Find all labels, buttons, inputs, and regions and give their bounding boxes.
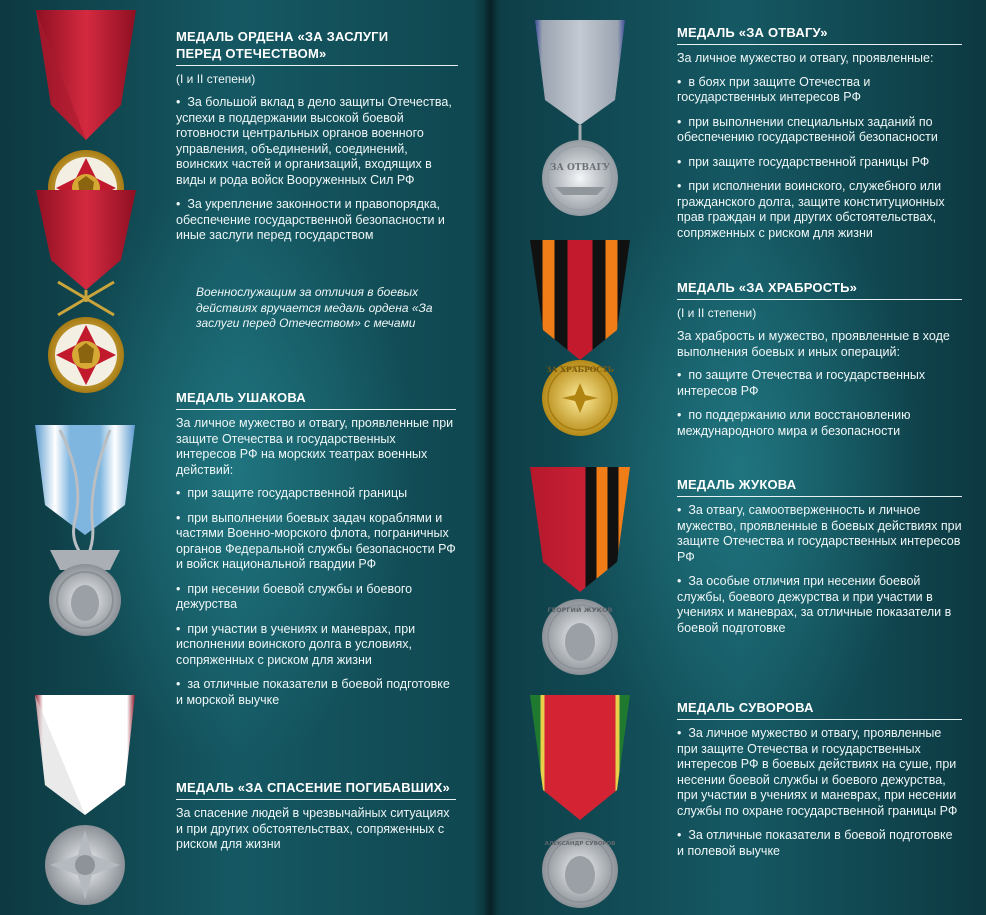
- list-item: • За личное мужество и отвагу, проявленные при защите Отечества и государственных интересов РФ в боевых действиях на суше, при несении боевой службы и боевого дежурства, при участии в учениях и маневрах, при несении службы по охране государственной границы РФ: [677, 726, 962, 819]
- ushakov-title: МЕДАЛЬ УШАКОВА: [176, 389, 456, 410]
- bravery-list: [677, 368, 962, 439]
- bravery-title: МЕДАЛЬ «ЗА ХРАБРОСТЬ»: [677, 279, 962, 300]
- zhukov-section: [677, 476, 962, 645]
- zhukov-medal-image: [525, 462, 635, 682]
- list-item: • За отвагу, самоотверженность и личное мужество, проявленные в боевых действиях при защите Отечества и государственных интересов РФ: [677, 503, 962, 565]
- suvorov-section: [677, 699, 962, 868]
- bravery-subtitle: (I и II степени): [677, 306, 757, 320]
- courage-list: [677, 75, 962, 242]
- list-item: • при защите государственной границы РФ: [677, 155, 962, 171]
- ushakov-section: [176, 389, 456, 717]
- ushakov-list: [176, 486, 456, 708]
- rescue-medal-image: [30, 690, 140, 910]
- merit-order-swords-note: Военнослужащим за отличия в боевых действиях вручается медаль ордена «За заслуги перед Отечеством» с мечами: [196, 285, 433, 330]
- rescue-title: МЕДАЛЬ «ЗА СПАСЕНИЕ ПОГИБАВШИХ»: [176, 779, 456, 800]
- list-item: • по защите Отечества и государственных интересов РФ: [677, 368, 962, 399]
- merit-order-list: [176, 95, 458, 244]
- list-item: • при защите государственной границы: [176, 486, 456, 502]
- suvorov-list: [677, 726, 962, 859]
- page-fold: [484, 0, 498, 915]
- list-item: • За отличные показатели в боевой подготовке и полевой выучке: [677, 828, 962, 859]
- list-item: • по поддержанию или восстановлению международного мира и безопасности: [677, 408, 962, 439]
- list-item: • в боях при защите Отечества и государственных интересов РФ: [677, 75, 962, 106]
- list-item: • при выполнении боевых задач кораблями и частями Военно-морского флота, пограничных органов Федеральной службы безопасности РФ и войск национальной гвардии РФ: [176, 511, 456, 573]
- courage-intro: За личное мужество и отвагу, проявленные:: [677, 51, 934, 65]
- list-item: • при выполнении специальных заданий по обеспечению государственной безопасности: [677, 115, 962, 146]
- list-item: • при несении боевой службы и боевого дежурства: [176, 582, 456, 613]
- merit-order-swords-medal-image: [26, 190, 146, 405]
- rescue-intro: За спасение людей в чрезвычайных ситуациях и при других обстоятельствах, сопряженных с риском для жизни: [176, 806, 450, 851]
- merit-order-subtitle: (I и II степени): [176, 72, 256, 86]
- courage-medal-inscription: ЗА ОТВАГУ: [550, 163, 610, 173]
- bravery-medal-image: [525, 235, 635, 440]
- courage-medal-image: [525, 15, 635, 220]
- bravery-intro: За храбрость и мужество, проявленные в ходе выполнения боевых и иных операций:: [677, 329, 950, 359]
- zhukov-medal-inscription: ГЕОРГИЙ ЖУКОВ: [547, 606, 613, 614]
- merit-order-title-line2: ПЕРЕД ОТЕЧЕСТВОМ»: [176, 46, 327, 61]
- suvorov-medal-inscription: АЛЕКСАНДР СУВОРОВ: [544, 841, 616, 847]
- suvorov-title: МЕДАЛЬ СУВОРОВА: [677, 699, 962, 720]
- list-item: • при исполнении воинского, служебного или гражданского долга, защите конституционных прав граждан и при других обстоятельствах, сопряженных с риском для жизни: [677, 179, 962, 241]
- list-item: • при участии в учениях и маневрах, при исполнении воинского долга в условиях, сопряженных с риском для жизни: [176, 622, 456, 669]
- merit-order-title-line1: МЕДАЛЬ ОРДЕНА «ЗА ЗАСЛУГИ: [176, 29, 389, 44]
- suvorov-medal-image: [525, 690, 635, 915]
- merit-order-title: [176, 28, 458, 66]
- zhukov-list: [677, 503, 962, 636]
- list-item: • За особые отличия при несении боевой службы, боевого дежурства и при участии в учениях и маневрах, за отличные показатели в боевой подготовке: [677, 574, 962, 636]
- courage-title: МЕДАЛЬ «ЗА ОТВАГУ»: [677, 24, 962, 45]
- zhukov-title: МЕДАЛЬ ЖУКОВА: [677, 476, 962, 497]
- list-item: • за отличные показатели в боевой подготовке и морской выучке: [176, 677, 456, 708]
- list-item: • За большой вклад в дело защиты Отечества, успехи в поддержании высокой боевой готовности центральных органов военного управления, объединений, соединений, воинских частей и организаций, входящих в виды и рода войск Вооруженных Сил РФ: [176, 95, 458, 188]
- bravery-section: [677, 279, 962, 448]
- ushakov-medal-image: [30, 420, 140, 645]
- bravery-medal-inscription: ЗА ХРАБРОСТЬ: [545, 365, 615, 374]
- list-item: • За укрепление законности и правопорядка, обеспечение государственной безопасности и иные заслуги перед государством: [176, 197, 458, 244]
- courage-section: [677, 24, 962, 250]
- rescue-section: [176, 779, 456, 861]
- ushakov-intro: За личное мужество и отвагу, проявленные при защите Отечества и государственных интересов РФ на морских театрах военных действий:: [176, 416, 454, 477]
- merit-order-section: [176, 28, 458, 253]
